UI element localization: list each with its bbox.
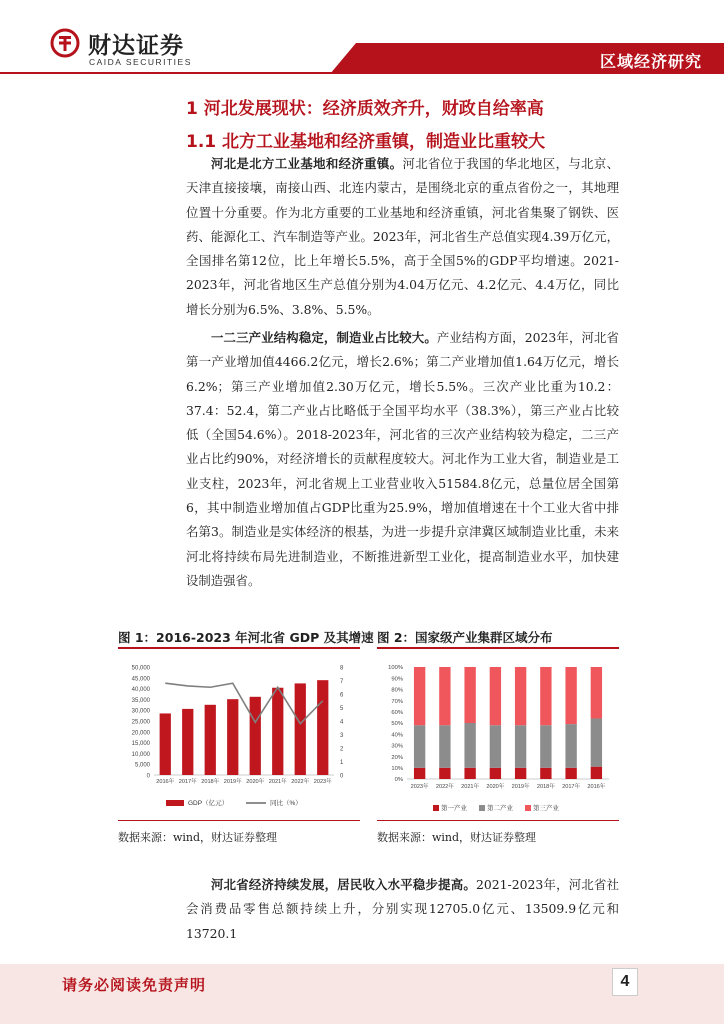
stack-segment-1 <box>414 768 425 779</box>
gdp-bar <box>272 688 283 775</box>
y-axis-tick: 70% <box>391 698 403 705</box>
right-axis-tick: 8 <box>340 665 344 672</box>
legend-swatch-1 <box>433 805 439 811</box>
left-axis-tick: 15,000 <box>131 741 150 748</box>
left-axis-tick: 30,000 <box>131 708 150 715</box>
legend-label-1: 第一产业 <box>441 805 467 812</box>
figure-1-chart <box>118 658 360 816</box>
right-axis-tick: 6 <box>340 692 344 699</box>
heading-1-1: 1.1 北方工业基地和经济重镇，制造业比重较大 <box>186 132 546 152</box>
legend-label-2: 第二产业 <box>487 805 513 812</box>
stack-segment-1 <box>439 768 450 779</box>
x-axis-tick: 2017年 <box>562 784 581 790</box>
y-axis-tick: 30% <box>391 743 403 750</box>
x-axis-tick: 2018年 <box>201 779 220 785</box>
stack-segment-3 <box>490 667 501 725</box>
stack-segment-2 <box>591 719 602 767</box>
stack-segment-2 <box>515 725 526 768</box>
stack-segment-3 <box>464 667 475 723</box>
stack-segment-2 <box>439 725 450 768</box>
x-axis-tick: 2022年 <box>435 784 454 790</box>
left-axis-tick: 20,000 <box>131 730 150 737</box>
right-axis-tick: 0 <box>340 773 344 780</box>
left-axis-tick: 5,000 <box>134 762 150 769</box>
stack-segment-1 <box>591 767 602 779</box>
x-axis-tick: 2020年 <box>486 784 505 790</box>
stack-segment-1 <box>540 768 551 779</box>
figure-1-top-rule <box>118 647 360 649</box>
brand-name-en: CAIDA SECURITIES <box>89 57 192 67</box>
stack-segment-1 <box>565 768 576 779</box>
figure-2-chart <box>377 658 619 816</box>
figure-2-top-rule <box>377 647 619 649</box>
x-axis-tick: 2016年 <box>587 784 606 790</box>
x-axis-tick: 2017年 <box>178 779 197 785</box>
x-axis-tick: 2019年 <box>511 784 530 790</box>
paragraph-2-lead: 一二三产业结构稳定，制造业占比较大。 <box>211 330 437 345</box>
stack-segment-2 <box>464 723 475 768</box>
legend-growth-label: 同比（%） <box>270 800 302 807</box>
legend-swatch-2 <box>479 805 485 811</box>
right-axis-tick: 4 <box>340 719 344 726</box>
left-axis-tick: 35,000 <box>131 697 150 704</box>
y-axis-tick: 90% <box>391 676 403 683</box>
left-axis-tick: 25,000 <box>131 719 150 726</box>
figure-2-bottom-rule <box>377 820 619 821</box>
y-axis-tick: 60% <box>391 710 403 716</box>
x-axis-tick: 2021年 <box>461 784 480 790</box>
figure-1-bottom-rule <box>118 820 360 821</box>
gdp-bar <box>205 705 216 775</box>
gdp-bar <box>295 683 306 775</box>
stack-segment-3 <box>565 667 576 724</box>
stack-segment-1 <box>490 768 501 779</box>
legend-gdp-swatch <box>166 800 184 806</box>
figure-2-source: 数据来源：wind，财达证券整理 <box>377 831 537 844</box>
stack-segment-2 <box>565 724 576 768</box>
page-header <box>0 0 724 78</box>
figure-1-source: 数据来源：wind，财达证券整理 <box>118 831 278 844</box>
left-axis-tick: 0 <box>146 773 150 780</box>
paragraph-1-text: 河北省位于我国的华北地区，与北京、天津直接接壤，南接山西、北连内蒙古，是围绕北京的重点省份之一，其地理位置十分重要。作为北方重要的工业基地和经济重镇，河北省集聚了钢铁、医药、能源化工、汽车制造等产业。2023年，河北省生产总值实现4.39万亿元，全国排名第12位，比上年增长5.5%，高于全国5%的GDP平均增速。2021-2023年，河北省地区生产总值分别为4.04万亿元、4.2亿元、4.4万亿，同比增长分别为6.5%、3.8%、5.5%。 <box>186 156 620 317</box>
left-axis-tick: 40,000 <box>131 687 150 694</box>
legend-gdp-label: GDP（亿元） <box>188 800 229 807</box>
figure-1-title: 图 1：2016-2023 年河北省 GDP 及其增速 <box>118 630 374 645</box>
stack-segment-2 <box>490 725 501 768</box>
stack-segment-3 <box>414 667 425 725</box>
paragraph-1 <box>186 152 619 322</box>
y-axis-tick: 80% <box>391 687 403 694</box>
paragraph-2 <box>186 326 619 593</box>
x-axis-tick: 2023年 <box>410 784 429 790</box>
y-axis-tick: 0% <box>394 777 403 784</box>
gdp-bar <box>160 713 171 775</box>
right-axis-tick: 2 <box>340 746 344 753</box>
legend-label-3: 第三产业 <box>533 805 559 812</box>
gdp-bar <box>317 680 328 775</box>
stack-segment-2 <box>414 725 425 768</box>
left-axis-tick: 10,000 <box>131 751 150 758</box>
stack-segment-1 <box>464 768 475 779</box>
legend-swatch-3 <box>525 805 531 811</box>
right-axis-tick: 1 <box>340 760 344 766</box>
paragraph-3-text: 2021-2023年，河北省社会消费品零售总额持续上升，分别实现12705.0亿元、13509.9亿元和13720.1 <box>186 877 619 941</box>
brand-name: 财达证券 <box>88 33 184 59</box>
stack-segment-3 <box>591 667 602 719</box>
disclaimer-link[interactable]: 请务必阅读免责声明 <box>62 976 207 994</box>
x-axis-tick: 2018年 <box>536 784 555 790</box>
y-axis-tick: 100% <box>388 665 403 672</box>
left-axis-tick: 45,000 <box>131 676 150 683</box>
section-tag: 区域经济研究 <box>599 52 702 71</box>
x-axis-tick: 2016年 <box>156 779 175 785</box>
x-axis-tick: 2022年 <box>291 779 310 785</box>
x-axis-tick: 2023年 <box>313 779 332 785</box>
x-axis-tick: 2021年 <box>268 779 287 785</box>
right-axis-tick: 3 <box>340 733 344 739</box>
heading-1: 1 河北发展现状：经济质效齐升，财政自给率高 <box>186 99 544 119</box>
paragraph-3-lead: 河北省经济持续发展，居民收入水平稳步提高。 <box>211 877 477 892</box>
right-axis-tick: 7 <box>340 679 344 685</box>
right-axis-tick: 5 <box>340 706 344 712</box>
gdp-bar <box>182 709 193 775</box>
gdp-bar <box>250 697 261 775</box>
y-axis-tick: 40% <box>391 732 403 739</box>
paragraph-1-lead: 河北是北方工业基地和经济重镇。 <box>211 156 403 171</box>
page-number: 4 <box>612 968 638 996</box>
stack-segment-2 <box>540 725 551 768</box>
y-axis-tick: 50% <box>391 721 403 728</box>
paragraph-2-text: 产业结构方面，2023年，河北省第一产业增加值4466.2亿元，增长2.6%；第二产业增加值1.64万亿元，增长6.2%；第三产业增加值2.30万亿元，增长5.5%。三次产业比重为10.2：37.4：52.4，第二产业占比略低于全国平均水平（38.3%），第三产业占比较低（全国54.6%）。2018-2023年，河北省的三次产业结构较为稳定，二三产业占比约90%，对经济增长的贡献程度较大。河北作为工业大省，制造业是工业支柱，2023年，河北省规上工业营业收入51584.8亿元，总量位居全国第6，其中制造业增加值占GDP比重为25.9%，增加值增速在十个工业大省中排名第3。制造业是实体经济的根基，为进一步提升京津冀区域制造业比重，未来河北将持续布局先进制造业，不断推进新型工业化，提高制造业水平，加快建设制造强省。 <box>186 330 619 588</box>
x-axis-tick: 2020年 <box>246 779 265 785</box>
y-axis-tick: 20% <box>391 754 403 761</box>
stack-segment-1 <box>515 768 526 779</box>
x-axis-tick: 2019年 <box>223 779 242 785</box>
stack-segment-3 <box>439 667 450 725</box>
stack-segment-3 <box>540 667 551 725</box>
stack-segment-3 <box>515 667 526 725</box>
gdp-bar <box>227 699 238 775</box>
paragraph-3 <box>186 873 619 946</box>
figure-2-title: 图 2：国家级产业集群区域分布 <box>377 630 553 645</box>
left-axis-tick: 50,000 <box>131 665 150 672</box>
y-axis-tick: 10% <box>391 766 403 772</box>
